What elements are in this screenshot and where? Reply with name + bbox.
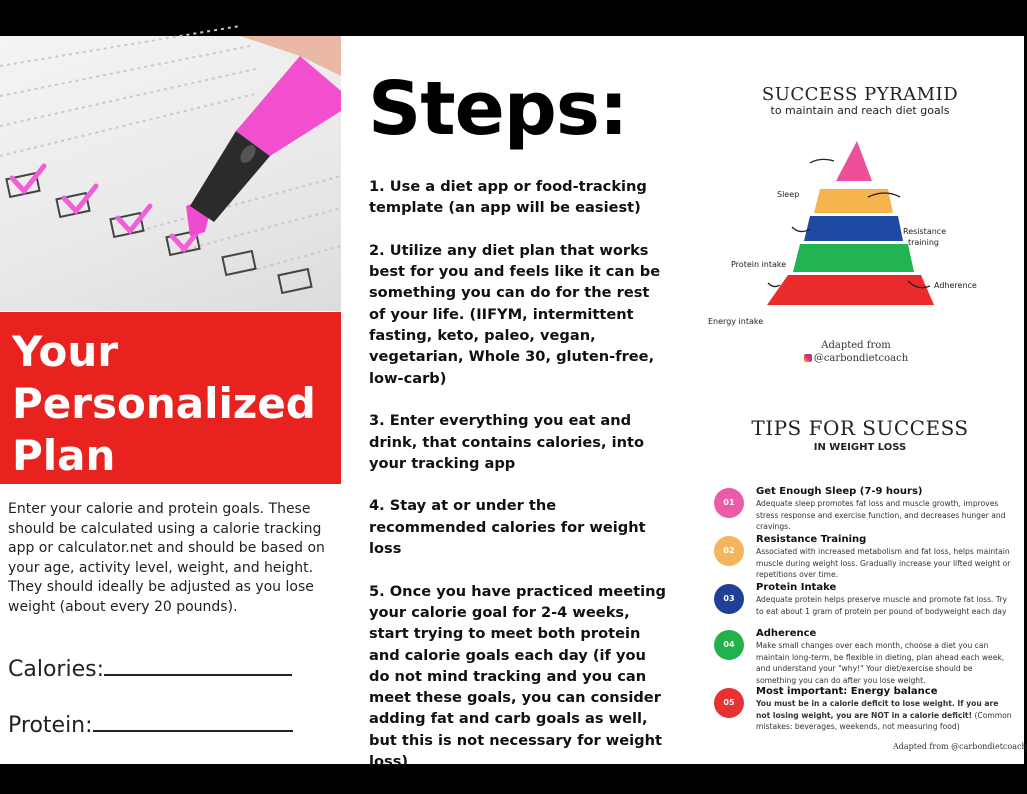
tip-number-badge: 04 <box>714 630 744 660</box>
tip-number-badge: 02 <box>714 536 744 566</box>
plan-title <box>12 326 337 482</box>
tip-body <box>756 698 1012 733</box>
step-item: 1. Use a diet app or food-tracking template (an app will be easiest) <box>369 178 647 217</box>
tips-subtitle: IN WEIGHT LOSS <box>813 442 907 453</box>
pyramid-label-adherence: Adherence <box>934 281 977 290</box>
step-item: 3. Enter everything you eat and drink, that contains calories, into your tracking app <box>369 412 645 472</box>
checklist-highlighter-photo <box>0 36 341 311</box>
tips-credit: Adapted from @carbondietcoach <box>893 742 1027 751</box>
step-item: 5. Once you have practiced meeting your calorie goal for 2-4 weeks, start trying to meet both protein and calorie goals each day (if you do not mind tracking and you can meet these goals, you can consider adding fat and carb goals as well, but this is not necessary for weight loss) <box>369 582 666 771</box>
tip-title: Resistance Training <box>756 534 867 545</box>
tip-title: Get Enough Sleep (7-9 hours) <box>756 486 923 497</box>
tip-body: Associated with increased metabolism and fat loss, helps maintain muscle during weight loss. Gradually increase your lifted weight or repetitions over time. <box>756 547 1011 579</box>
pyramid-subtitle: to maintain and reach diet goals <box>770 104 950 117</box>
energy-arrow <box>768 283 780 287</box>
tip-number-badge: 05 <box>714 688 744 718</box>
tip-body-emphasis: You must be in a calorie deficit to lose weight. If you are not losing weight, you are NOT in a calorie deficit! <box>756 699 999 720</box>
tip-number-badge: 03 <box>714 584 744 614</box>
checklist-illustration <box>0 36 341 311</box>
pyramid-label-sleep: Sleep <box>777 190 800 199</box>
pyramid-label-resistance-2: training <box>908 238 939 247</box>
intro-paragraph: Enter your calorie and protein goals. These should be calculated using a calorie tracking app or calculator.net and should be based on your age, activity level, weight, and height. They should ideally be adjusted as you lose weight (about every 20 pounds). <box>8 501 325 615</box>
plan-title-line-2: Personalized <box>12 379 316 428</box>
step-item: 2. Utilize any diet plan that works best for you and feels like it can be something you can do for the rest of your life. (IIFYM, intermittent fasting, keto, paleo, vegan, vegetarian, Whole 30, gluten-free, low-carb) <box>369 241 661 387</box>
protein-goal-field[interactable] <box>8 708 293 738</box>
pyramid-tier-sleep <box>836 141 872 181</box>
step-item: 4. Stay at or under the recommended calories for weight loss <box>369 497 646 558</box>
protein-label: Protein: <box>8 713 93 738</box>
calories-label: Calories: <box>8 657 104 682</box>
instagram-icon <box>804 354 812 362</box>
success-pyramid-diagram <box>700 131 1020 331</box>
tip-title: Most important: Energy balance <box>756 686 938 697</box>
tip-body: Make small changes over each month, choose a diet you can maintain long-term, be flexible in dieting, plan ahead each week, and understand your "why!" Your diet/exercise should be something you can do after you lose weight. <box>756 641 1005 685</box>
tip-number-badge: 01 <box>714 488 744 518</box>
pyramid-label-energy: Energy intake <box>708 317 764 326</box>
sleep-arrow <box>810 159 834 163</box>
tip-title: Protein Intake <box>756 582 837 593</box>
tip-body: Adequate protein helps preserve muscle and promote fat loss. Try to eat about 1 gram of protein per pound of bodyweight each day <box>756 595 1007 616</box>
pyramid-tier-adherence <box>793 244 914 272</box>
calories-goal-field[interactable] <box>8 652 292 682</box>
tip-body-note: (Common mistakes: beverages, weekends, not measuring food) <box>756 710 1012 731</box>
plan-title-line-3: Plan <box>12 431 116 480</box>
steps-heading: Steps: <box>368 66 628 152</box>
pyramid-credit-handle: @carbondietcoach <box>813 353 909 364</box>
pyramid-title: SUCCESS PYRAMID <box>761 84 959 105</box>
pyramid-label-protein: Protein intake <box>731 260 787 269</box>
protein-blank-line[interactable] <box>93 708 293 732</box>
pyramid-tier-energy <box>767 275 934 305</box>
calories-blank-line[interactable] <box>104 652 292 676</box>
flyer-page <box>0 36 1027 771</box>
tip-title: Adherence <box>756 628 817 639</box>
pyramid-credit-handle-row <box>776 352 936 365</box>
pyramid-label-resistance-1: Resistance <box>903 227 947 236</box>
tip-body: Adequate sleep promotes fat loss and muscle growth, improves stress response and exercise function, and decreases hunger and cravings. <box>756 499 1006 531</box>
plan-title-line-1: Your <box>12 327 119 376</box>
pyramid-credit <box>776 339 936 365</box>
pyramid-credit-adapted: Adapted from <box>821 340 891 351</box>
pyramid-tier-protein <box>804 216 903 241</box>
tips-title: TIPS FOR SUCCESS <box>751 416 969 440</box>
steps-list <box>369 176 669 794</box>
